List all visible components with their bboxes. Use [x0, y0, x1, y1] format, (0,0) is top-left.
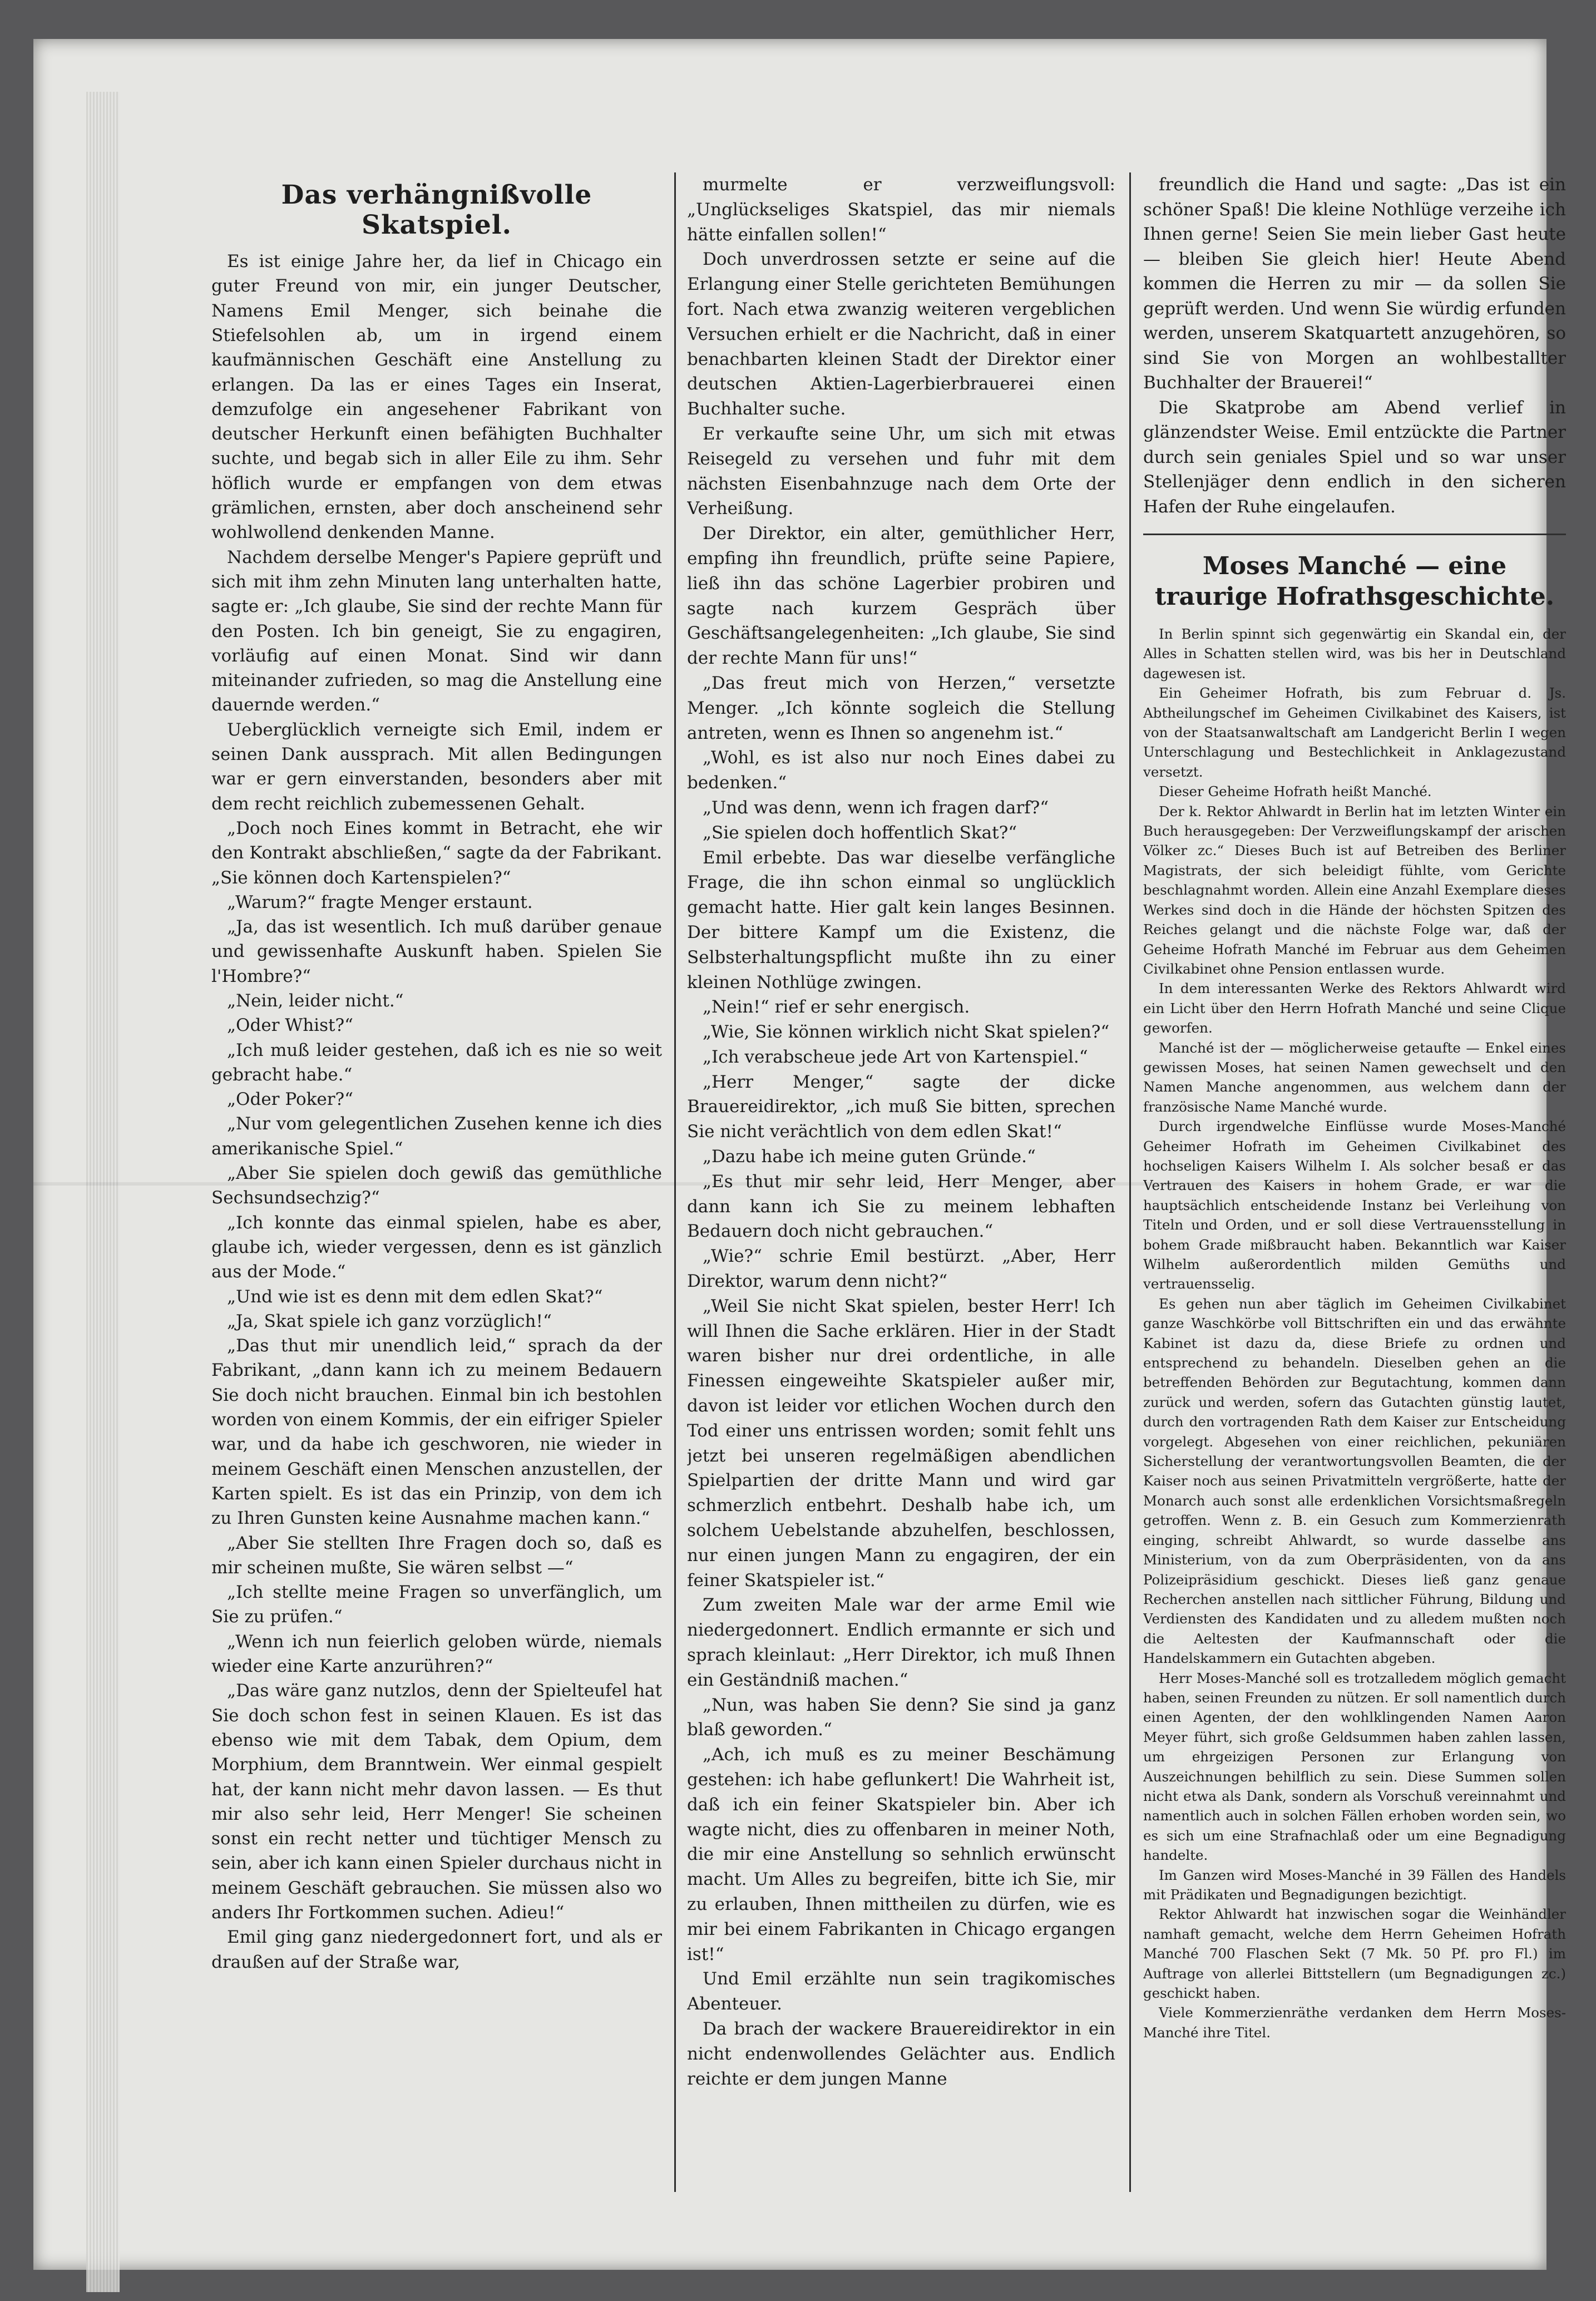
- article-title-skatspiel: Das verhängnißvolle Skatspiel.: [281, 180, 592, 241]
- paragraph: „Nein!“ rief er sehr energisch.: [703, 997, 970, 1018]
- article-body-manche: [1143, 624, 1566, 2042]
- paragraph: Ueberglücklich verneigte sich Emil, indem er seinen Dank aussprach. Mit allen Bedingungen war er gern einverstanden, besonders aber mit dem recht reichlich zubemessenen Gehalt.: [211, 719, 662, 814]
- paragraph: Im Ganzen wird Moses-Manché in 39 Fällen des Handels mit Prädikaten und Begnadigungen bezichtigt.: [1143, 1867, 1566, 1903]
- paragraph: „Herr Menger,“ sagte der dicke Brauereidirektor, „ich muß Sie bitten, sprechen Sie nicht verächtlich von dem edlen Skat!“: [687, 1072, 1115, 1142]
- paragraph: Durch irgendwelche Einflüsse wurde Moses-Manché Geheimer Hofrath im Geheimen Civilkabinet des hochseligen Kaisers Wilhelm I. Als solcher besaß er das Vertrauen des Kaisers in hohem Grade, er war die hauptsächlich entscheidende Instanz bei Verleihung von Titeln und Orden, und er soll diese Vertrauensstellung in bohem Grade mißbraucht haben. Bekanntlich war Kaiser Wilhelm außerordentlich milden Gemüths und vertrauensselig.: [1143, 1118, 1566, 1292]
- paragraph: „Ja, das ist wesentlich. Ich muß darüber genaue und gewissenhafte Auskunft haben. Spielen Sie l'Hombre?“: [211, 917, 662, 986]
- paragraph: Der Direktor, ein alter, gemüthlicher Herr, empfing ihn freundlich, prüfte seine Papiere, ließ ihn das schöne Lagerbier probiren und sagte nach kurzem Gespräch über Geschäftsangelegenheiten: „Ich glaube, Sie sind der rechte Mann für uns!“: [687, 524, 1115, 669]
- paragraph: „Oder Poker?“: [227, 1089, 354, 1110]
- paragraph: „Wie, Sie können wirklich nicht Skat spielen?“: [703, 1022, 1110, 1043]
- paragraph: „Das freut mich von Herzen,“ versetzte Menger. „Ich könnte sogleich die Stellung antreten, wenn es Ihnen so angenehm ist.“: [687, 673, 1115, 743]
- article-separator: [1143, 534, 1566, 535]
- paragraph: „Doch noch Eines kommt in Betracht, ehe wir den Kontrakt abschließen,“ sagte da der Fabrikant. „Sie können doch Kartenspielen?“: [211, 818, 662, 888]
- paragraph: „Oder Whist?“: [227, 1015, 353, 1036]
- paragraph: Rektor Ahlwardt hat inzwischen sogar die Weinhändler namhaft gemacht, welche dem Herrn Geheimen Hofrath Manché 700 Flaschen Sekt (7 Mk. 50 Pf. pro Fl.) im Auftrage von allerlei Bittstellern (um Begnadigungen zc.) geschickt haben.: [1143, 1906, 1566, 2002]
- paragraph: Und Emil erzählte nun sein tragikomisches Abenteuer.: [687, 1969, 1115, 2014]
- paragraph: „Nun, was haben Sie denn? Sie sind ja ganz blaß geworden.“: [687, 1695, 1115, 1740]
- page-stack-edge: [86, 92, 120, 2292]
- paragraph: „Ach, ich muß es zu meiner Beschämung gestehen: ich habe geflunkert! Die Wahrheit ist, daß ich ein feiner Skatspieler bin. Aber ich wagte nicht, dies zu offenbaren in meiner Noth, die mir eine Anstellung so sehnlich erwünscht macht. Um Alles zu begreifen, bitte ich Sie, mir zu erlauben, Ihnen mittheilen zu dürfen, wie es mir bei einem Fabrikanten in Chicago ergangen ist!“: [687, 1745, 1115, 1964]
- column-1: [211, 172, 662, 2198]
- article-body-col3: [1143, 172, 1566, 519]
- paragraph: „Das thut mir unendlich leid,“ sprach da der Fabrikant, „dann kann ich zu meinem Bedauern Sie doch nicht brauchen. Einmal bin ich bestohlen worden von einem Kommis, der ein eifriger Spieler war, und da habe ich geschworen, nie wieder in meinem Geschäft einen Menschen anzustellen, der Karten spielt. Es ist das ein Prinzip, von dem ich zu Ihren Gunsten keine Ausnahme machen kann.“: [211, 1336, 662, 1529]
- paragraph: Zum zweiten Male war der arme Emil wie niedergedonnert. Endlich ermannte er sich und sprach kleinlaut: „Herr Direktor, ich muß Ihnen ein Geständniß machen.“: [687, 1595, 1115, 1690]
- paragraph: Er verkaufte seine Uhr, um sich mit etwas Reisegeld zu versehen und fuhr mit dem nächsten Eisenbahnzuge nach dem Orte der Verheißung.: [687, 423, 1115, 519]
- paragraph: „Sie spielen doch hoffentlich Skat?“: [703, 822, 1017, 843]
- paragraph: „Das wäre ganz nutzlos, denn der Spielteufel hat Sie doch schon fest in seinen Klauen. Es ist das ebenso wie mit dem Tabak, dem Opium, dem Morphium, dem Branntwein. Wer einmal gespielt hat, der kann nicht mehr davon lassen. — Es thut mir also sehr leid, Herr Menger! Sie scheinen sonst ein recht netter und tüchtiger Mensch zu sein, aber ich kann einen Spieler durchaus nicht in meinem Geschäft gebrauchen. Sie müssen also wo anders Ihr Fortkommen suchen. Adieu!“: [211, 1681, 662, 1923]
- paragraph: Der k. Rektor Ahlwardt in Berlin hat im letzten Winter ein Buch herausgegeben: Der Verzweiflungskampf der arischen Völker zc.“ Dieses Buch ist auf Betreiben des Berliner Magistrats, der sich beleidigt fühlte, vom Gerichte beschlagnahmt worden. Allein eine Anzahl Exemplare dieses Werkes sind doch in die Hände der höchsten Spitzen des Reiches gelangt und die nächste Folge war, daß der Geheime Hofrath Manché im Februar aus dem Geheimen Civilkabinet ohne Pension entlassen wurde.: [1143, 803, 1566, 977]
- paragraph: „Wenn ich nun feierlich geloben würde, niemals wieder eine Karte anzurühren?“: [211, 1631, 662, 1677]
- paragraph: „Aber Sie spielen doch gewiß das gemüthliche Sechsundsechzig?“: [211, 1163, 662, 1208]
- paragraph: In Berlin spinnt sich gegenwärtig ein Skandal ein, der Alles in Schatten stellen wird, was bis her in Deutschland dagewesen ist.: [1143, 626, 1566, 682]
- paragraph: „Nein, leider nicht.“: [227, 991, 404, 1011]
- paragraph: „Wie?“ schrie Emil bestürzt. „Aber, Herr Direktor, warum denn nicht?“: [687, 1246, 1115, 1292]
- paper-sheet: [33, 39, 1566, 2270]
- paragraph: „Und was denn, wenn ich fragen darf?“: [703, 797, 1049, 818]
- paragraph: Die Skatprobe am Abend verlief in glänzendster Weise. Emil entzückte die Partner durch sein geniales Spiel und so war unser Stellenjäger denn endlich in den sicheren Hafen der Ruhe eingelaufen.: [1143, 397, 1566, 517]
- paragraph: Herr Moses-Manché soll es trotzalledem möglich gemacht haben, seinen Freunden zu nützen. Er soll namentlich durch einen Agenten, der den wohlklingenden Namen Aaron Meyer führt, sich große Geldsummen haben zahlen lassen, um ehrgeizigen Personen zur Erlangung von Auszeichnungen behilflich zu sein. Diese Summen sollen nicht etwa als Dank, sondern als Vorschuß vereinnahmt und namentlich auch in solchen Fällen erhoben worden sein, wo es sich um eine Strafnachlaß oder um eine Begnadigung handelte.: [1143, 1670, 1566, 1864]
- paragraph: Nachdem derselbe Menger's Papiere geprüft und sich mit ihm zehn Minuten lang unterhalten hatte, sagte er: „Ich glaube, Sie sind der rechte Mann für den Posten. Ich bin geneigt, Sie zu engagiren, vorläufig auf einen Monat. Sind wir dann miteinander zufrieden, so mag die Anstellung eine dauernde werden.“: [211, 547, 662, 715]
- paragraph: „Wohl, es ist also nur noch Eines dabei zu bedenken.“: [687, 748, 1115, 793]
- article-body-col1: [211, 249, 662, 1974]
- paragraph: Es gehen nun aber täglich im Geheimen Civilkabinet ganze Waschkörbe voll Bittschriften ein und das erwähnte Kabinet ist dazu da, diese Briefe zu ordnen und entsprechend zu behandeln. Dieselben gehen an die betreffenden Behörden zur Begutachtung, kommen dann zurück und werden, sofern das Gutachten günstig lautet, durch den vortragenden Rath dem Kaiser zur Entscheidung vorgelegt. Abgesehen von einer reichlichen, pekuniären Sicherstellung der verantwortungsvollen Beamten, die der Kaiser noch aus seinen Privatmitteln vergrößerte, hatte der Monarch auch sonst alle erdenklichen Vorsichtsmaßregeln getroffen. Wenn z. B. ein Gesuch zum Kommerzienrath einging, schreibt Ahlwardt, so wurde dasselbe ans Ministerium, von da zum Oberpräsidenten, von da ans Polizeipräsidium geschickt. Dieses ließ ganz genaue Recherchen anstellen nach sittlicher Führung, Bildung und Verdiensten des Kandidaten und zu alledem mußten noch die Aeltesten der Kaufmannschaft oder die Handelskammern ein Gutachten abgeben.: [1143, 1295, 1566, 1667]
- paragraph: Es ist einige Jahre her, da lief in Chicago ein guter Freund von mir, ein junger Deutscher, Namens Emil Menger, sich beinahe die Stiefelsohlen ab, um in irgend einem kaufmännischen Geschäft eine Anstellung zu erlangen. Da las er eines Tages ein Inserat, demzufolge ein angesehener Fabrikant von deutscher Herkunft einen befähigten Buchhalter suchte, und begab sich in aller Eile zu ihm. Sehr höflich wurde er empfangen von dem etwas grämlichen, ernsten, aber doch anscheinend sehr wohlwollend denkenden Manne.: [211, 251, 662, 543]
- paragraph: murmelte er verzweiflungsvoll: „Unglückseliges Skatspiel, das mir niemals hätte einfallen sollen!“: [687, 175, 1115, 245]
- paragraph: Emil erbebte. Das war dieselbe verfängliche Frage, die ihn schon einmal so unglücklich gemacht hatte. Hier galt kein langes Besinnen. Der bittere Kampf um die Existenz, die Selbsterhaltungspflicht mußte ihn zu einer kleinen Nothlüge zwingen.: [687, 847, 1115, 993]
- paragraph: Ein Geheimer Hofrath, bis zum Februar d. Js. Abtheilungschef im Geheimen Civilkabinet des Kaisers, ist von der Staatsanwaltschaft am Landgericht Berlin I wegen Unterschlagung und Bestechlichkeit in Anklagezustand versetzt.: [1143, 685, 1566, 780]
- paragraph: Emil ging ganz niedergedonnert fort, und als er draußen auf der Straße war,: [211, 1927, 662, 1972]
- paragraph: Manché ist der — möglicherweise getaufte — Enkel eines gewissen Moses, hat seinen Namen gewechselt und den Namen Manche angenommen, aus welchem dann der französische Name Manché wurde.: [1143, 1039, 1566, 1115]
- paragraph: In dem interessanten Werke des Rektors Ahlwardt wird ein Licht über den Herrn Hofrath Manché und seine Clique geworfen.: [1143, 980, 1566, 1036]
- column-rule-1: [674, 172, 676, 2192]
- paragraph: „Dazu habe ich meine guten Gründe.“: [703, 1147, 1036, 1167]
- paragraph: „Weil Sie nicht Skat spielen, bester Herr! Ich will Ihnen die Sache erklären. Hier in der Stadt waren bisher nur drei ordentliche, in alle Finessen eingeweihte Skatspieler außer mir, davon ist leider vor etlichen Wochen durch den Tod einer uns entrissen worden; somit fehlt uns jetzt bei unseren regelmäßigen abendlichen Spielpartien der dritte Mann und wird gar schmerzlich entbehrt. Deshalb habe ich, um solchem Uebelstande abzuhelfen, beschlossen, nur einen jungen Mann zu engagiren, der ein feiner Skatspieler ist.“: [687, 1296, 1115, 1591]
- paragraph: „Ich muß leider gestehen, daß ich es nie so weit gebracht habe.“: [211, 1040, 662, 1085]
- paragraph: „Ich stellte meine Fragen so unverfänglich, um Sie zu prüfen.“: [211, 1582, 662, 1627]
- article-title-manche: Moses Manché — eine traurige Hofrathsgeschichte.: [1154, 552, 1555, 611]
- paragraph: „Ich konnte das einmal spielen, habe es aber, glaube ich, wieder vergessen, denn es ist gänzlich aus der Mode.“: [211, 1212, 662, 1282]
- article-body-col2: [687, 172, 1115, 2091]
- paragraph: Dieser Geheime Hofrath heißt Manché.: [1159, 783, 1432, 800]
- paragraph: „Nur vom gelegentlichen Zusehen kenne ich dies amerikanische Spiel.“: [211, 1114, 662, 1159]
- paragraph: Doch unverdrossen setzte er seine auf die Erlangung einer Stelle gerichteten Bemühungen fort. Nach etwa zwanzig weiteren vergeblichen Versuchen erhielt er die Nachricht, daß in einer benachbarten kleinen Stadt der Direktor einer deutschen Aktien-Lagerbierbrauerei einen Buchhalter suche.: [687, 249, 1115, 419]
- column-2: [687, 172, 1115, 2198]
- paragraph: „Aber Sie stellten Ihre Fragen doch so, daß es mir scheinen mußte, Sie wären selbst —“: [211, 1533, 662, 1578]
- column-rule-2: [1129, 172, 1131, 2192]
- paragraph: „Ja, Skat spiele ich ganz vorzüglich!“: [227, 1311, 552, 1331]
- paragraph: Da brach der wackere Brauereidirektor in ein nicht endenwollendes Gelächter aus. Endlich reichte er dem jungen Manne: [687, 2018, 1115, 2089]
- paragraph: „Warum?“ fragte Menger erstaunt.: [227, 892, 533, 912]
- paragraph: „Und wie ist es denn mit dem edlen Skat?“: [227, 1286, 603, 1307]
- paragraph: freundlich die Hand und sagte: „Das ist ein schöner Spaß! Die kleine Nothlüge verzeihe ich Ihnen gerne! Seien Sie mein lieber Gast heute — bleiben Sie gleich hier! Heute Abend kommen die Herren zu mir — da sollen Sie geprüft werden. Und wenn Sie würdig erfunden werden, unserem Skatquartett anzugehören, so sind Sie von Morgen an wohlbestallter Buchhalter der Brauerei!“: [1143, 175, 1566, 393]
- column-3: [1143, 172, 1566, 2198]
- paragraph: „Es thut mir sehr leid, Herr Menger, aber dann kann ich Sie zu meinem lebhaften Bedauern doch nicht gebrauchen.“: [687, 1171, 1115, 1242]
- paragraph: „Ich verabscheue jede Art von Kartenspiel.“: [703, 1046, 1088, 1067]
- paragraph: Viele Kommerzienräthe verdanken dem Herrn Moses-Manché ihre Titel.: [1143, 2004, 1566, 2041]
